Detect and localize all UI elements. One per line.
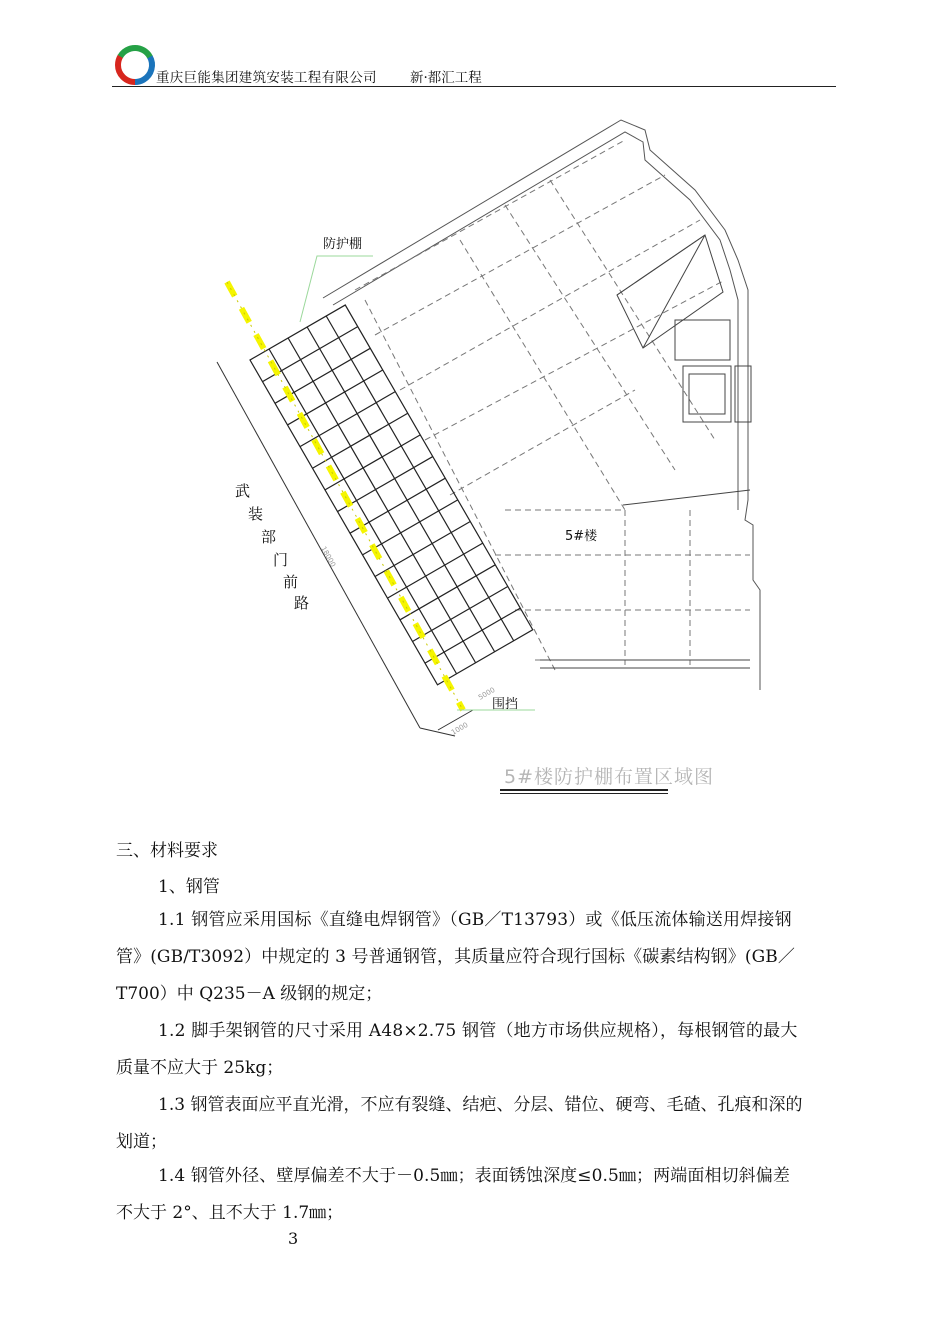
paragraph-line: 1.3 钢管表面应平直光滑，不应有裂缝、结疤、分层、错位、硬弯、毛碴、孔痕和深的 [158,1095,803,1115]
label-fence: 围挡 [492,697,519,712]
label-building: 5#楼 [565,529,598,544]
paragraph-line: 质量不应大于 25kg； [116,1058,284,1078]
dim-total: 18000 [319,545,338,569]
road-char: 装 [248,505,264,523]
paragraph-line: 1.2 脚手架钢管的尺寸采用 A48×2.75 钢管（地方市场供应规格），每根钢管的最大 [158,1021,798,1041]
page-number: 3 [288,1229,299,1248]
header-rule [112,86,836,87]
page-header [112,42,836,88]
label-road [235,482,309,612]
title-underline-thin [500,793,668,794]
dim-width: 5000 [477,685,497,702]
dim-small: 1000 [450,720,470,737]
road-char: 路 [294,594,310,612]
road-char: 门 [273,551,289,569]
drawing-title: 5#楼防护棚布置区域图 [504,766,715,788]
paragraph-line: 划道； [116,1132,167,1152]
paragraph-line: 管》(GB/T3092）中规定的 3 号普通钢管，其质量应符合现行国标《碳素结构钢》(GB／ [116,947,795,967]
header-project: 新·都汇工程 [410,70,482,86]
label-shelter: 防护棚 [323,237,363,252]
section-heading: 三、材料要求 [116,841,218,861]
road-char: 武 [235,482,251,500]
paragraph-line: 不大于 2°、且不大于 1.7㎜； [116,1203,344,1223]
title-underline [500,789,668,791]
paragraph-line: 1.1 钢管应采用国标《直缝电焊钢管》（GB／T13793）或《低压流体输送用焊接钢 [158,910,792,930]
header-company: 重庆巨能集团建筑安装工程有限公司 [156,70,377,86]
road-char: 前 [283,573,299,591]
paragraph-line: 1.4 钢管外径、壁厚偏差不大于－0.5㎜；表面锈蚀深度≤0.5㎜；两端面相切斜偏差 [158,1166,790,1186]
road-char: 部 [261,528,277,546]
subsection-heading: 1、钢管 [158,877,220,897]
paragraph-line: T700）中 Q235－A 级钢的规定； [116,984,383,1004]
company-logo [112,42,158,88]
site-plan-drawing [205,110,770,810]
